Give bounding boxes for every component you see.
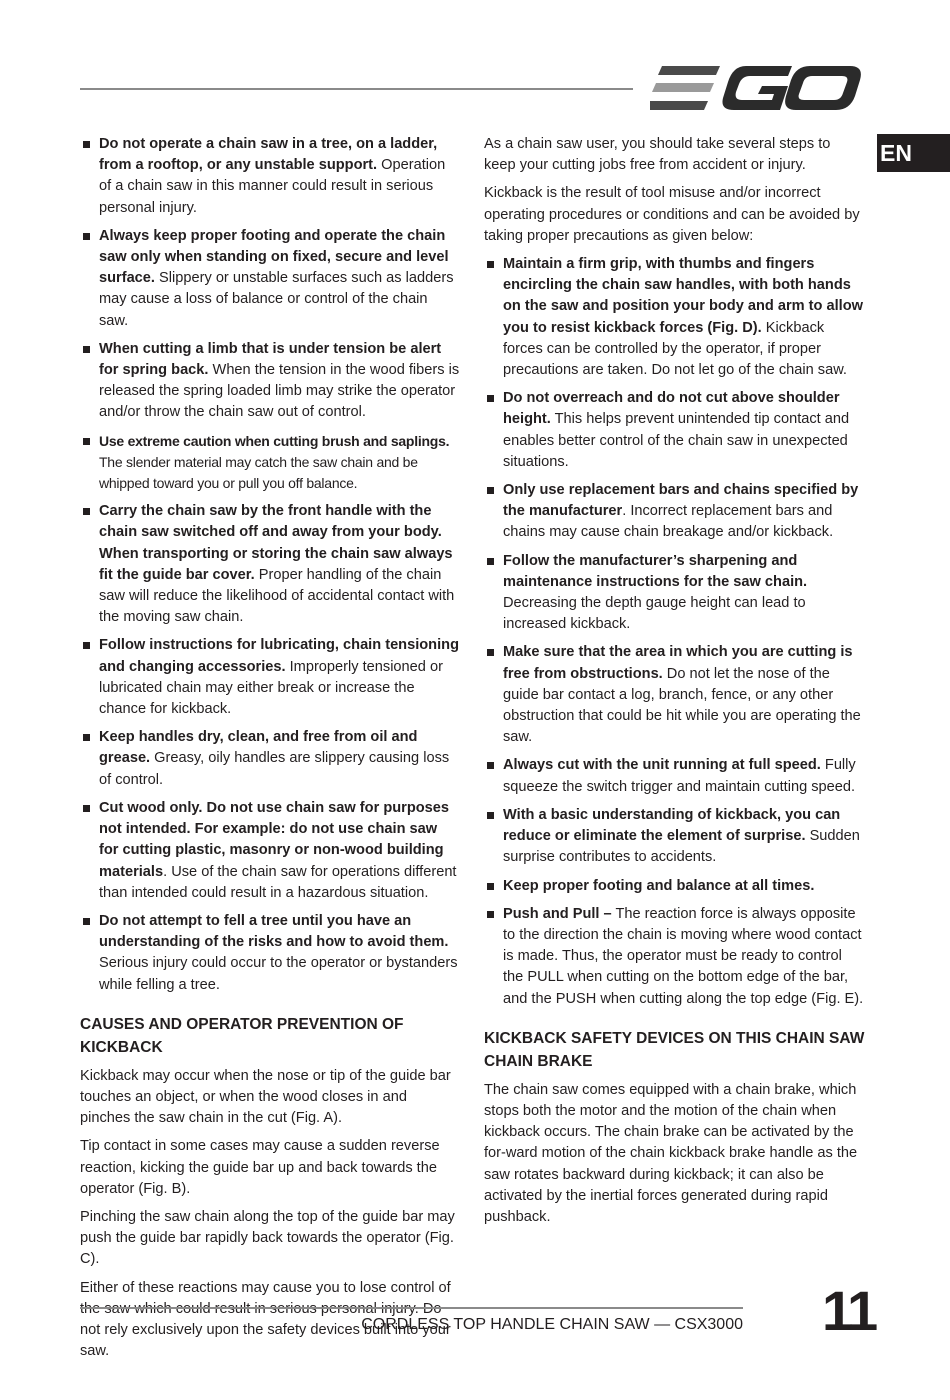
list-item: Keep handles dry, clean, and free from oil and grease. Greasy, oily handles are slippery causing loss of control.	[80, 727, 460, 791]
header-rule	[80, 88, 633, 90]
language-tab[interactable]: EN	[877, 134, 950, 172]
list-item: With a basic understanding of kickback, you can reduce or eliminate the element of surprise. Sudden surprise contributes to accidents.	[484, 805, 866, 869]
bullet-square-icon	[83, 508, 90, 515]
paragraph: As a chain saw user, you should take several steps to keep your cutting jobs free from accident or injury.	[484, 136, 831, 174]
paragraph: Tip contact in some cases may cause a sudden reverse reaction, kicking the guide bar up and back towards the operator (Fig. B).	[80, 1138, 440, 1197]
list-item: Push and Pull – The reaction force is always opposite to the direction the chain is moving where wood contact is made. Thus, the operator must be ready to control the PULL when cutting on the bottom edge of the bar, and the PUSH when cutting along the top edge (Fig. E).	[484, 904, 866, 1010]
page-number: 11	[822, 1279, 876, 1342]
paragraph: Pinching the saw chain along the top of the guide bar may push the guide bar rapidly back towards the operator (Fig. C).	[80, 1208, 455, 1268]
list-item: When cutting a limb that is under tension be alert for spring back. When the tension in the wood fibers is released the spring loaded limb may strike the operator and/or throw the chain saw out of control.	[80, 339, 460, 424]
list-item: Maintain a firm grip, with thumbs and fingers encircling the chain saw handles, with both hands on the saw and position your body and arm to allow you to resist kickback forces (Fig. D). Kickback forces can be controlled by the operator, if proper precautions are taken. Do not let go of the chain saw.	[484, 254, 866, 381]
paragraph: Kickback may occur when the nose or tip of the guide bar touches an object, or when the wood closes in and pinches the saw chain in the cut (Fig. A).	[80, 1067, 451, 1127]
bullet-square-icon	[83, 642, 90, 649]
left-column	[80, 134, 460, 1369]
bullet-square-icon	[487, 395, 494, 402]
bullet-square-icon	[83, 438, 90, 445]
list-item: Always cut with the unit running at full speed. Fully squeeze the switch trigger and maintain cutting speed.	[484, 755, 866, 797]
list-item: Use extreme caution when cutting brush and saplings. The slender material may catch the saw chain and be whipped toward you or pull you off balance.	[80, 431, 460, 495]
list-item: Carry the chain saw by the front handle with the chain saw switched off and away from your body. When transporting or storing the chain saw always fit the guide bar cover. Proper handling of the chain saw will reduce the likelihood of accidental contact with the moving saw chain.	[80, 501, 460, 628]
bullet-square-icon	[487, 261, 494, 268]
section-heading: CAUSES AND OPERATOR PREVENTION OF KICKBACK	[80, 1015, 404, 1056]
paragraph: Either of these reactions may cause you to lose control of not rely exclusively upon the safety devices built into your saw.	[80, 1279, 451, 1360]
list-item: Cut wood only. Do not use chain saw for purposes not intended. For example: do not use chain saw for cutting plastic, masonry or non-wood building materials. Use of the chain saw for operations different than intended could result in a hazardous situation.	[80, 798, 460, 904]
list-item: Follow instructions for lubricating, chain tensioning and changing accessories. Improperly tensioned or lubricated chain may either break or increase the chance for kickback.	[80, 635, 460, 720]
bullet-square-icon	[487, 649, 494, 656]
paragraph: The chain saw comes equipped with a chain brake, which stops both the motor and the motion of the chain when kickback occurs. The chain brake can be activated by the for-ward motion of the chain kickback brake handle as the saw rotates backward during kickback; it can also be activated by the inertial forces generated during rapid pushback.	[484, 1081, 858, 1225]
bullet-square-icon	[83, 141, 90, 148]
list-item: Follow the manufacturer’s sharpening and maintenance instructions for the saw chain. Decreasing the depth gauge height can lead to increased kickback.	[484, 551, 866, 636]
bullet-square-icon	[487, 911, 494, 918]
list-item: Only use replacement bars and chains specified by the manufacturer. Incorrect replacement bars and chains may cause chain breakage and/or kickback.	[484, 480, 866, 544]
list-item: Make sure that the area in which you are cutting is free from obstructions. Do not let the nose of the guide bar contact a log, branch, fence, or any other obstruction that could be hit while you are operating the saw.	[484, 642, 866, 748]
bullet-square-icon	[487, 558, 494, 565]
right-bullet-list	[484, 254, 866, 1010]
bullet-square-icon	[487, 762, 494, 769]
bullet-square-icon	[83, 233, 90, 240]
bullet-square-icon	[487, 812, 494, 819]
footer-title: CORDLESS TOP HANDLE CHAIN SAW — CSX3000	[361, 1316, 743, 1333]
section-heading: KICKBACK SAFETY DEVICES ON THIS CHAIN SAW CHAIN BRAKE	[484, 1029, 865, 1070]
list-item: Keep proper footing and balance at all times.	[484, 876, 866, 897]
bullet-square-icon	[83, 346, 90, 353]
list-item: Do not operate a chain saw in a tree, on a ladder, from a rooftop, or any unstable support. Operation of a chain saw in this manner could result in serious personal injury.	[80, 134, 460, 219]
bullet-square-icon	[487, 883, 494, 890]
bullet-square-icon	[487, 487, 494, 494]
bullet-square-icon	[83, 918, 90, 925]
paragraph: Kickback is the result of tool misuse and/or incorrect operating procedures or conditions and can be avoided by taking proper precautions as given below:	[484, 185, 860, 244]
right-column	[484, 134, 866, 1235]
bullet-square-icon	[83, 734, 90, 741]
ego-logo	[650, 64, 862, 112]
left-bullet-list	[80, 134, 460, 996]
list-item: Do not overreach and do not cut above shoulder height. This helps prevent unintended tip contact and enables better control of the chain saw in unexpected situations.	[484, 388, 866, 473]
footer-rule	[80, 1307, 743, 1309]
list-item: Always keep proper footing and operate the chain saw only when standing on fixed, secure and level surface. Slippery or unstable surfaces such as ladders may cause a loss of balance or control of the chain saw.	[80, 226, 460, 332]
list-item: Do not attempt to fell a tree until you have an understanding of the risks and how to avoid them. Serious injury could occur to the operator or bystanders while felling a tree.	[80, 911, 460, 996]
bullet-square-icon	[83, 805, 90, 812]
